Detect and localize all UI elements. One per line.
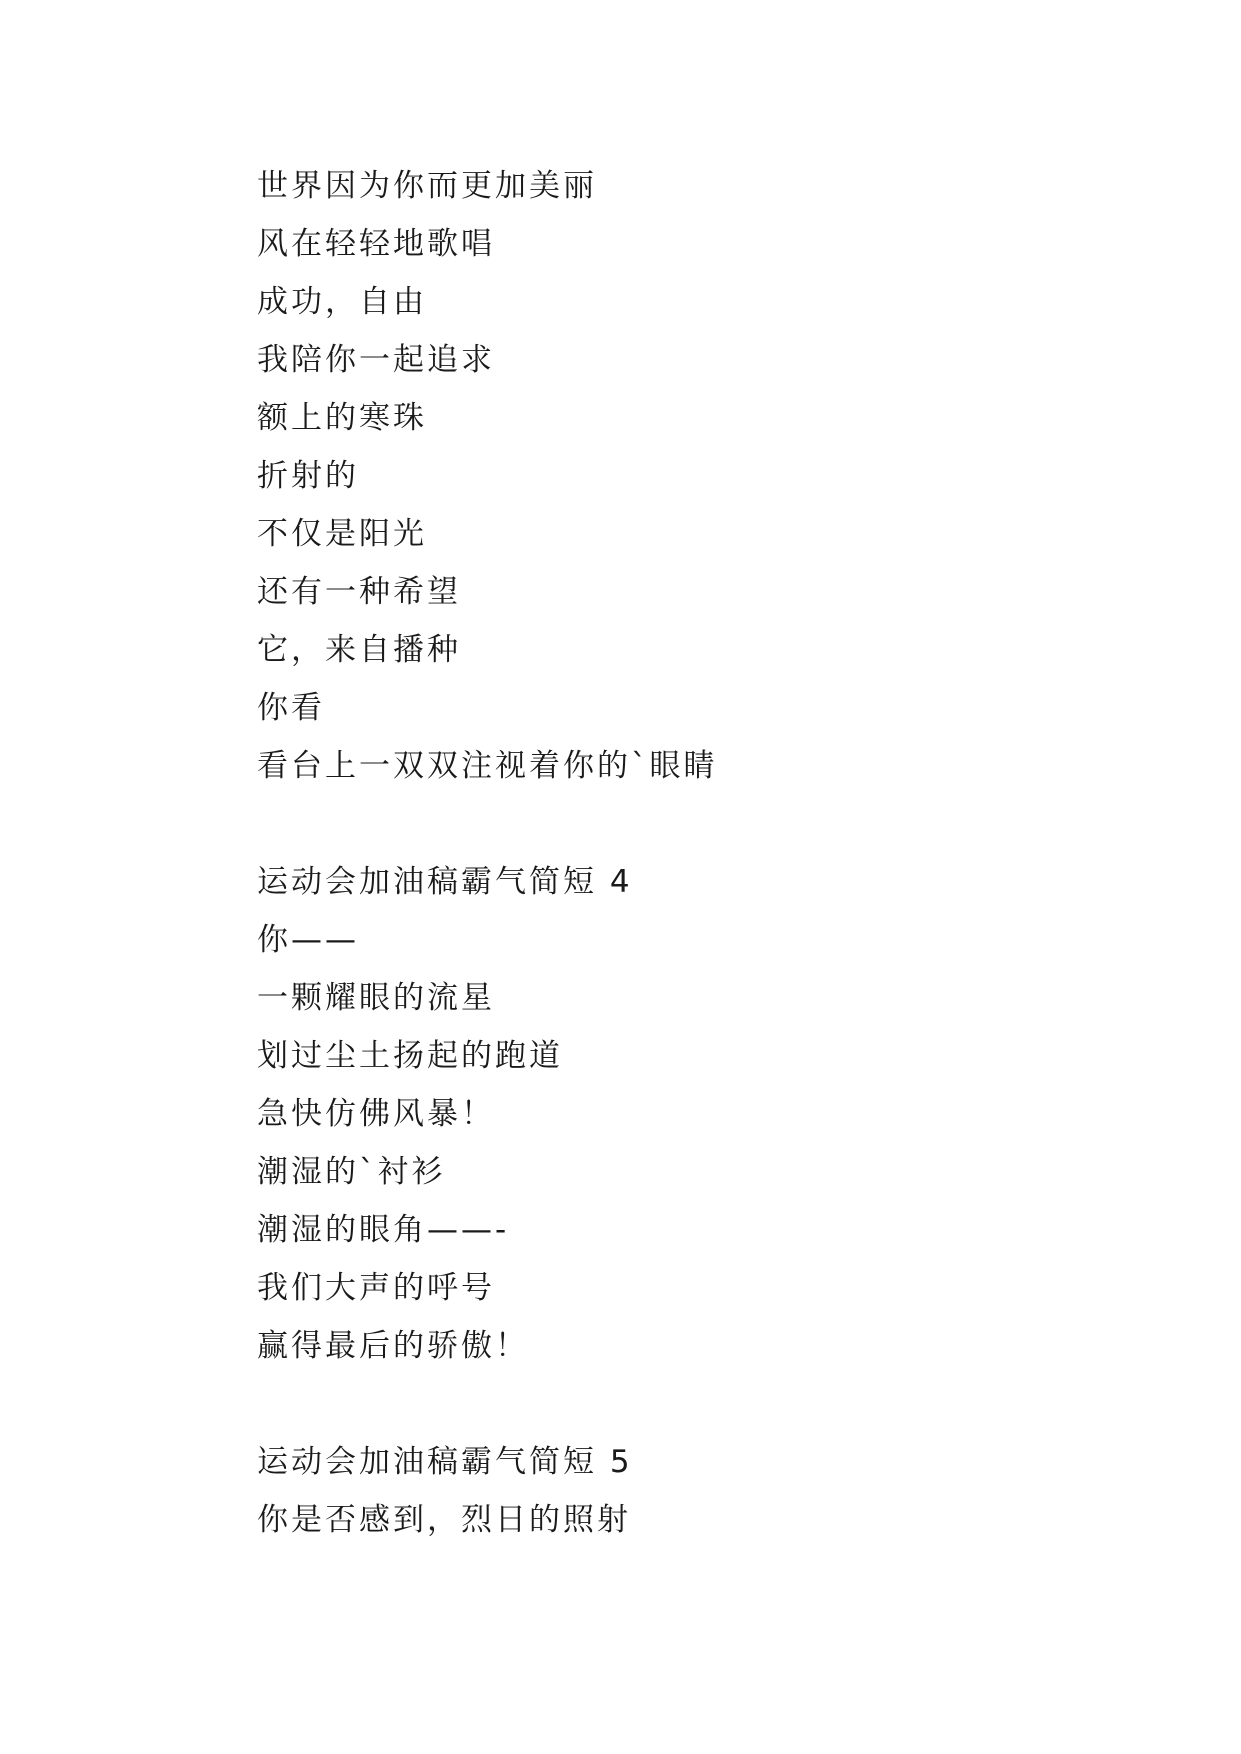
poem-line: 划过尘土扬起的跑道 — [257, 1038, 563, 1074]
section-heading: 运动会加油稿霸气简短 4 — [257, 864, 633, 900]
section-gap — [257, 1375, 1137, 1433]
section-heading: 运动会加油稿霸气简短 5 — [257, 1444, 633, 1480]
poem-line: 赢得最后的骄傲！ — [257, 1328, 529, 1364]
poem-line: 我们大声的呼号 — [257, 1270, 495, 1306]
poem-line: 还有一种希望 — [257, 574, 461, 610]
poem-line: 风在轻轻地歌唱 — [257, 226, 495, 262]
poem-line: 世界因为你而更加美丽 — [257, 168, 597, 204]
poem-line: 你是否感到，烈日的照射 — [257, 1502, 631, 1538]
poem-line: 你看 — [257, 690, 325, 726]
poem-line: 潮湿的眼角——- — [257, 1212, 510, 1248]
poem-line: 额上的寒珠 — [257, 400, 427, 436]
poem-body — [257, 157, 1137, 1549]
poem-line: 不仅是阳光 — [257, 516, 427, 552]
poem-line: 折射的 — [257, 458, 359, 494]
poem-line: 急快仿佛风暴！ — [257, 1096, 495, 1132]
section-gap — [257, 795, 1137, 853]
poem-line: 一颗耀眼的流星 — [257, 980, 495, 1016]
poem-line: 你—— — [257, 922, 359, 958]
poem-line: 看台上一双双注视着你的`眼睛 — [257, 748, 718, 784]
poem-line: 潮湿的`衬衫 — [257, 1154, 446, 1190]
poem-line: 成功，自由 — [257, 284, 427, 320]
poem-line: 我陪你一起追求 — [257, 342, 495, 378]
poem-line: 它，来自播种 — [257, 632, 461, 668]
